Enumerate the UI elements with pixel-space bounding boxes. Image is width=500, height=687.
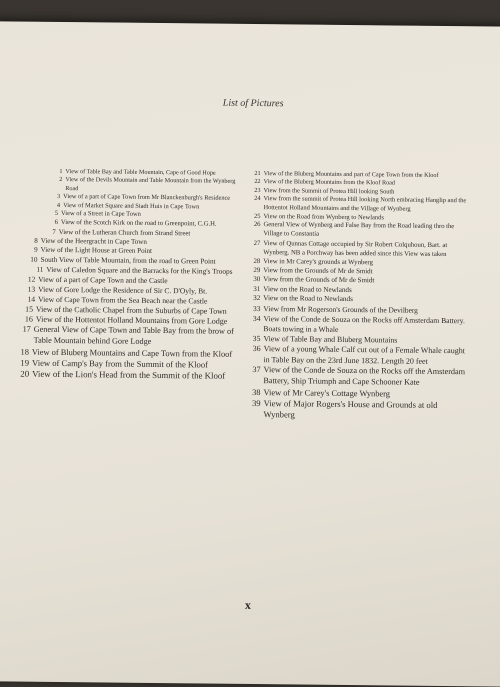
picture-number: 21: [254, 170, 261, 178]
picture-title: View of the Lutheran Church from Strand Street: [58, 228, 191, 238]
picture-number: 24: [254, 195, 261, 203]
picture-number: 22: [254, 178, 261, 186]
picture-number: 12: [27, 274, 36, 284]
picture-number: 33: [252, 303, 261, 313]
pictures-list-right: [252, 170, 473, 423]
picture-number: 4: [56, 201, 61, 209]
picture-number: 3: [56, 193, 61, 201]
picture-number: 15: [25, 304, 34, 314]
picture-title: View of Bluberg Mountains and Cape Town from the Kloof: [31, 347, 233, 359]
picture-title: View of a part of Cape Town from Mr Blanckenburgh's Residence: [63, 193, 231, 202]
picture-number: 37: [252, 365, 261, 375]
picture-number: 16: [24, 314, 33, 324]
list-item: [20, 369, 242, 383]
picture-title: View of the Light House at Green Point: [40, 246, 153, 256]
picture-number: 11: [36, 264, 44, 275]
page-number: x: [244, 597, 251, 612]
picture-title: View of the Conde de Souza on the Rocks off Amsterdam Battery. Boats towing in a Whale: [263, 313, 465, 334]
picture-title: View on the Road to Newlands: [263, 294, 353, 304]
picture-title: View of the Devils Mountain and Table Mountain from the Wynberg Road: [65, 176, 236, 192]
picture-title: View of the Hottentot Holland Mountains from Gore Lodge: [35, 314, 228, 326]
picture-title: View of Gore Lodge the Residence of Sir C. D'Oyly, Bt.: [38, 284, 208, 296]
picture-title: View from the summit of Protea Hill looking North embracing Hanglip and the Hottentot Holland Mountains and the Village of Wynberg: [263, 195, 467, 213]
picture-number: 28: [253, 258, 261, 266]
picture-title: General View of Cape Town and Table Bay from the brow of Table Mountain behind Gore Lodge: [33, 325, 234, 347]
picture-title: View of the Heergracht in Cape Town: [40, 236, 147, 246]
picture-number: 14: [27, 294, 36, 304]
picture-title: View of Camp's Bay from the Summit of the Kloof: [31, 357, 209, 370]
picture-title: View of a young Whale Calf cut out of a Female Whale caught in Table Bay on the 23rd June 1832. Length 20 feet: [263, 344, 466, 366]
list-item: [253, 314, 471, 336]
picture-number: 39: [251, 397, 261, 408]
picture-number: 13: [27, 284, 36, 294]
picture-number: 32: [253, 294, 261, 303]
picture-number: 34: [252, 313, 261, 323]
pictures-list-left: [20, 168, 244, 383]
page-title: List of Pictures: [222, 97, 284, 110]
picture-number: 29: [253, 267, 261, 275]
picture-number: 35: [252, 333, 261, 343]
picture-number: 36: [252, 344, 261, 354]
picture-number: 23: [254, 186, 261, 194]
picture-title: View in Mr Carey's grounds at Wynberg: [263, 258, 373, 267]
picture-number: 1: [59, 167, 63, 176]
picture-number: 7: [52, 228, 56, 236]
picture-title: View on the Road to Newlands: [263, 284, 352, 294]
picture-number: 5: [54, 210, 59, 218]
picture-title: View of Cape Town from the Sea Beach near the Castle: [38, 294, 208, 306]
list-item: [21, 325, 243, 349]
list-item: [252, 398, 470, 423]
list-item: [254, 221, 472, 241]
list-item: [252, 365, 470, 389]
picture-title: View of the Bluberg Mountains and part of Cape Town from the Kloof: [263, 170, 439, 179]
picture-number: 2: [59, 176, 63, 184]
list-item: [252, 344, 470, 367]
picture-title: View of Market Square and Stadt Huis in Cape Town: [63, 201, 200, 211]
book-page: [0, 21, 500, 686]
picture-number: 27: [253, 240, 261, 248]
picture-title: View of the Conde de Souza on the Rocks off the Amsterdam Battery, Ship Triumph and Cape Schooner Kate: [263, 365, 466, 387]
picture-title: View of Table Bay and Bluberg Mountains: [263, 334, 398, 345]
picture-title: General View of Wynberg and False Bay from the Road leading thro the Village to Constantia: [263, 221, 455, 238]
picture-title: View of a part of Cape Town and the Castle: [38, 274, 168, 285]
picture-title: View from the Summit of Protea Hill looking South: [263, 186, 395, 196]
picture-title: View of Table Bay and Table Mountain, Cape of Good Hope: [65, 168, 216, 177]
picture-title: View of the Lion's Head from the Summit of the Kloof: [32, 369, 226, 382]
picture-title: View of Qunnas Cottage occupied by Sir Robert Colquhoun, Bart. at Wynberg. NB a Porchway has been added since this View was taken: [263, 240, 448, 259]
picture-number: 10: [30, 255, 38, 264]
picture-number: 9: [34, 246, 38, 255]
picture-title: View of a Street in Cape Town: [60, 210, 141, 219]
picture-title: View from the Grounds of Mr de Smidt: [263, 275, 375, 285]
picture-number: 30: [253, 275, 261, 284]
picture-title: View of Caledon Square and the Barracks for the King's Troops: [46, 265, 233, 276]
picture-title: View of Major Rogers's House and Grounds at old Wynberg: [263, 397, 438, 420]
picture-title: View from the Grounds of Mr de Smidt: [263, 267, 373, 276]
picture-number: 6: [54, 219, 58, 227]
picture-title: View of the Scotch Kirk on the road to Greenpoint, C.G.H.: [60, 219, 217, 228]
picture-title: South View of Table Mountain, from the road to Green Point: [40, 255, 216, 266]
picture-number: 38: [252, 387, 261, 397]
picture-title: View of Mr Carey's Cottage Wynberg: [263, 387, 391, 399]
picture-number: 17: [22, 325, 31, 335]
picture-title: View on the Road from Wynberg to Newlands: [263, 212, 385, 221]
picture-number: 25: [253, 212, 261, 220]
picture-title: View of the Catholic Chapel from the Suburbs of Cape Town: [35, 304, 227, 316]
picture-number: 26: [253, 221, 261, 229]
picture-number: 20: [20, 368, 30, 380]
picture-title: View of the Bluberg Mountains from the Kloof Road: [263, 178, 396, 187]
picture-number: 31: [253, 284, 261, 293]
picture-number: 8: [34, 236, 38, 245]
picture-title: View from Mr Rogerson's Grounds of the Devilberg: [263, 304, 418, 315]
list-item: [254, 239, 472, 259]
picture-number: 18: [20, 347, 29, 357]
picture-number: 19: [20, 357, 30, 368]
